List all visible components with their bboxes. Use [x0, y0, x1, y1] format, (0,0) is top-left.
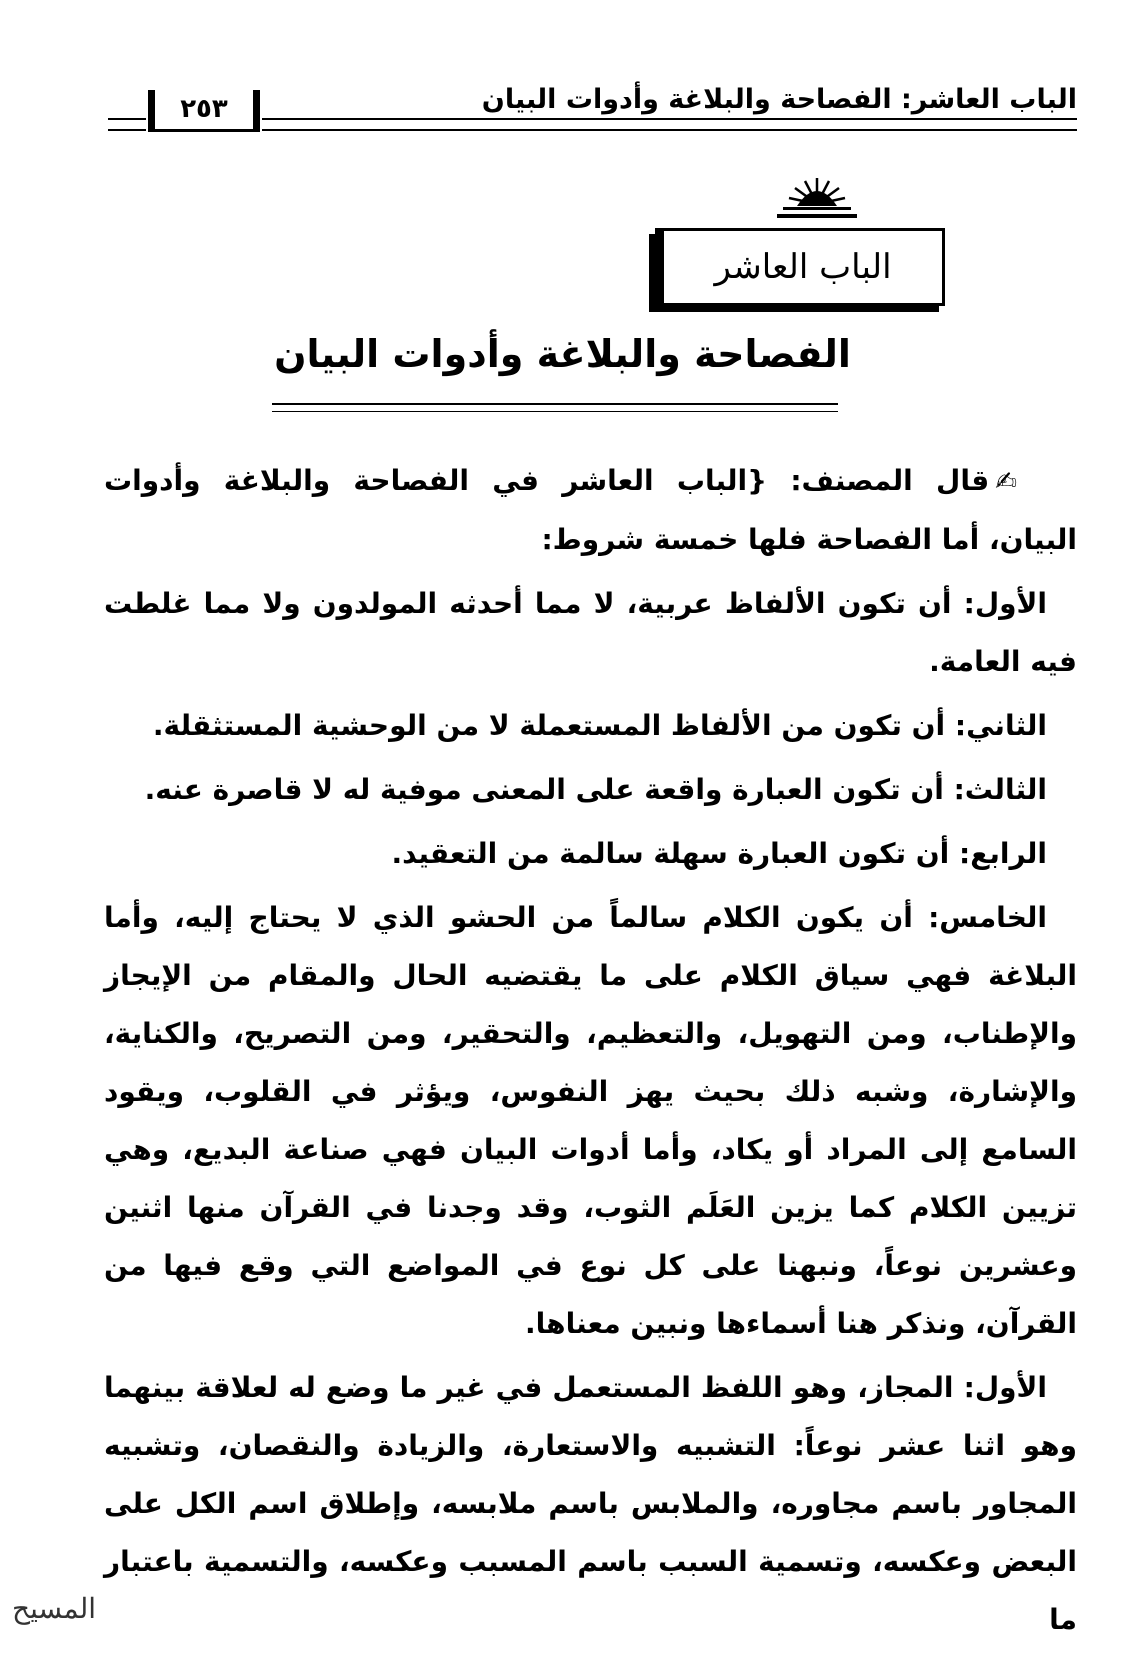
chapter-title: الفصاحة والبلاغة وأدوات البيان	[274, 332, 851, 376]
paragraph: الأول: أن تكون الألفاظ عربية، لا مما أحدثه المولدون ولا مما غلطت فيه العامة.	[104, 587, 1077, 678]
chapter-label-box	[655, 228, 945, 306]
running-header: الباب العاشر: الفصاحة والبلاغة وأدوات البيان	[481, 84, 1077, 115]
pen-icon: ✍	[995, 467, 1017, 497]
watermark-signature: المسيح	[12, 1592, 96, 1625]
paragraph	[104, 452, 1077, 569]
header-rule	[262, 118, 1077, 131]
paragraph: الثالث: أن تكون العبارة واقعة على المعنى موفية له لا قاصرة عنه.	[144, 773, 1047, 806]
page-number: ٢٥٣	[148, 90, 260, 132]
paragraph: الرابع: أن تكون العبارة سهلة سالمة من التعقيد.	[391, 837, 1047, 870]
paragraph: الأول: المجاز، وهو اللفظ المستعمل في غير ما وضع له لعلاقة بينهما وهو اثنا عشر نوعاً: التشبيه والاستعارة، والزيادة والنقصان، وتشبيه المجاور باسم مجاوره، والملابس باسم ملابسه، وإطلاق اسم الكل على البعض وعكسه، وتسمية السبب باسم المسبب وعكسه، والتسمية باعتبار ما	[104, 1371, 1077, 1636]
sunburst-ornament-icon	[777, 176, 857, 220]
body-text	[104, 452, 1077, 1655]
paragraph: الخامس: أن يكون الكلام سالماً من الحشو الذي لا يحتاج إليه، وأما البلاغة فهي سياق الكلام على ما يقتضيه الحال والمقام من الإيجاز والإطناب، ومن التهويل، والتعظيم، والتحقير، ومن التصريح، والكناية، والإشارة، وشبه ذلك بحيث يهز النفوس، ويؤثر في القلوب، ويقود السامع إلى المراد أو يكاد، وأما أدوات البيان فهي صناعة البديع، وهي تزيين الكلام كما يزين العَلَم الثوب، وقد وجدنا في القرآن منها اثنين وعشرين نوعاً، ونبهنا على كل نوع في المواضع التي وقع فيها من القرآن، ونذكر هنا أسماءها ونبين معناها.	[104, 901, 1077, 1340]
paragraph-text: قال المصنف: {الباب العاشر في الفصاحة والبلاغة وأدوات البيان، أما الفصاحة فلها خمسة شروط:	[104, 464, 1077, 556]
header-rule-left	[108, 118, 146, 131]
chapter-label: الباب العاشر	[714, 247, 892, 287]
paragraph: الثاني: أن تكون من الألفاظ المستعملة لا من الوحشية المستثقلة.	[152, 709, 1047, 742]
title-rule	[272, 403, 838, 412]
